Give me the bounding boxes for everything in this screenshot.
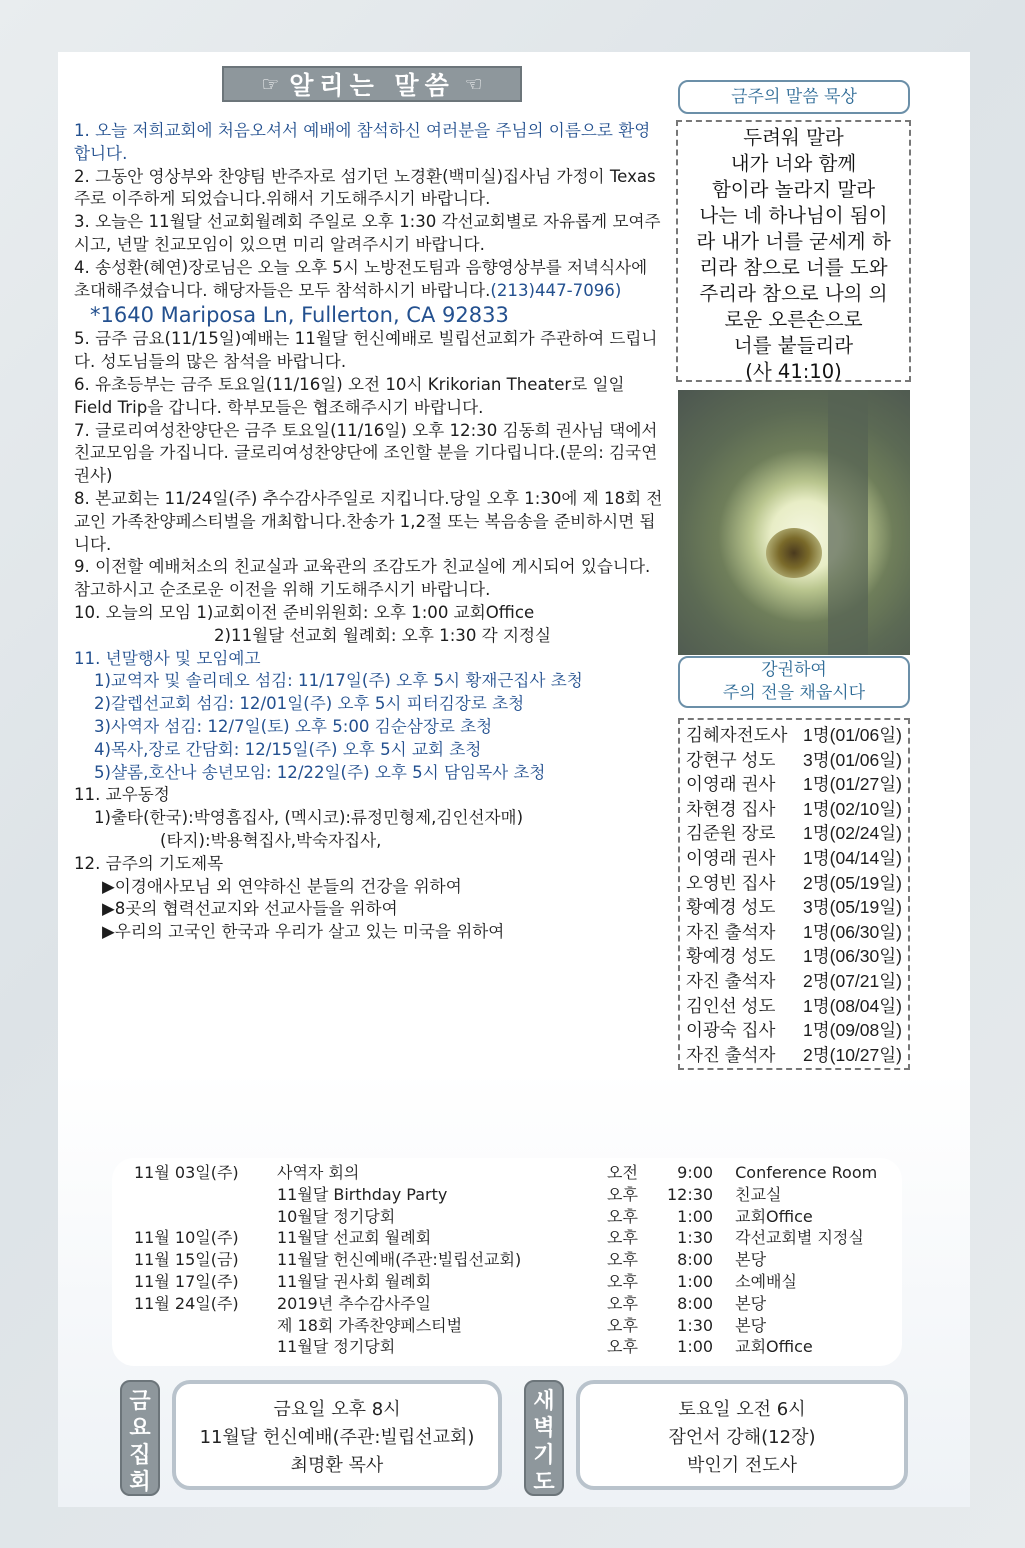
schedule-event: 제 18회 가족찬양페스티벌 [277, 1315, 463, 1335]
schedule-time: 1:30 [677, 1315, 714, 1335]
event-notice-item: 1)교역자 및 솔리데오 섬김: 11/17일(주) 오후 5시 황재근집사 초청 [94, 671, 583, 691]
schedule-event: 11월달 정기당회 [277, 1337, 396, 1357]
pointing-hand-left-icon: ☜ [464, 72, 483, 96]
friday-service-label [120, 1380, 160, 1496]
list-item [686, 723, 908, 748]
table-row [134, 1293, 877, 1315]
schedule-date: 11월 24일(주) [134, 1293, 239, 1313]
verse-line: 함이라 놀라지 말라 [711, 178, 876, 201]
label-char: 금 [129, 1389, 151, 1414]
announcement-8: 8. 본교회는 11/24일(주) 추수감사주일로 지킵니다.당일 오후 1:30에 제 18회 전교인 가족찬양페스티벌을 개최합니다.찬송가 1,2절 또는 복음송을 준비하시면 됩니다. [74, 488, 663, 554]
evangelist-name: 강현구 성도 [686, 749, 776, 770]
list-item [686, 772, 908, 797]
verse-line: 리라 참으로 너를 도와 [699, 256, 888, 279]
table-row [134, 1206, 877, 1228]
member-news-line2: (타지):박용혁집사,박숙자집사, [160, 830, 382, 850]
announcement-2: 2. 그동안 영상부와 찬양팀 반주자로 섬기던 노경환(백미실)집사님 가정이 Texas주로 이주하게 되었습니다.위해서 기도해주시기 바랍니다. [74, 166, 656, 209]
evangelism-list [678, 718, 910, 1070]
table-row [134, 1336, 877, 1358]
schedule-ampm: 오후 [607, 1337, 638, 1357]
list-item [686, 871, 908, 896]
list-item [686, 821, 908, 846]
schedule-event: 11월달 선교회 월례회 [277, 1228, 432, 1248]
event-notice-item: 4)목사,장로 간담회: 12/15일(주) 오후 5시 교회 초청 [94, 739, 482, 759]
schedule-time: 8:00 [677, 1250, 714, 1270]
schedule-place: 본당 [735, 1250, 767, 1270]
label-char: 새 [533, 1389, 555, 1414]
visitor-count: 1명(01/06일) [803, 725, 902, 745]
evangelist-name: 자진 출석자 [686, 921, 776, 942]
schedule-time: 12:30 [667, 1184, 714, 1204]
label-char: 요 [129, 1416, 151, 1441]
visitor-count: 1명(01/27일) [803, 774, 902, 795]
dawn-speaker: 박인기 전도사 [686, 1455, 798, 1476]
schedule-date [134, 1315, 277, 1337]
schedule-event: 11월달 헌신예배(주관:빌립선교회) [277, 1250, 522, 1270]
evangelist-name: 김준원 장로 [686, 823, 776, 844]
event-notice-item: 3)사역자 섬김: 12/7일(토) 오후 5:00 김순삼장로 초청 [94, 716, 493, 736]
announcement-6: 6. 유초등부는 금주 토요일(11/16일) 오전 10시 Krikorian Theater로 일일 Field Trip을 갑니다. 학부모들은 협조해주시기 바랍니다. [74, 374, 625, 417]
visitor-count: 1명(02/10일) [803, 798, 902, 819]
verse-line: 나는 네 하나님이 됨이 [699, 204, 888, 227]
schedule-ampm: 오전 [607, 1163, 638, 1182]
evangelist-name: 황예경 성도 [686, 897, 776, 918]
schedule-date: 11월 03일(주) [134, 1163, 239, 1182]
verse-line: 내가 너와 함께 [730, 152, 857, 175]
member-news-line1: 1)출타(한국):박영흠집사, (멕시코):류정민형제,김인선자매) [94, 808, 524, 828]
schedule-date [134, 1206, 277, 1228]
verse-line: 두려워 말라 [743, 126, 844, 149]
evangelist-name: 자진 출석자 [686, 970, 776, 991]
list-item [686, 1018, 908, 1043]
visitor-count: 1명(06/30일) [803, 921, 902, 942]
list-item [686, 895, 908, 920]
label-char: 회 [129, 1470, 151, 1495]
evangelist-name: 이광숙 집사 [686, 1020, 776, 1041]
visitor-count: 3명(05/19일) [803, 897, 902, 918]
table-row [134, 1249, 877, 1271]
announcement-11-title: 11. 년말행사 및 모임예고 [74, 648, 261, 668]
schedule-ampm: 오후 [607, 1228, 638, 1248]
verse-line: 너를 붙들리라 [733, 334, 854, 357]
list-item [686, 748, 908, 773]
schedule-place: 교회Office [735, 1206, 813, 1226]
friday-service-box [172, 1380, 502, 1490]
schedule-place: 본당 [735, 1315, 767, 1335]
announcement-5: 5. 금주 금요(11/15일)예배는 11월달 헌신예배로 빌립선교회가 주관하여 드립니다. 성도님들의 많은 참석을 바랍니다. [74, 329, 658, 372]
schedule-time: 1:00 [677, 1271, 714, 1291]
schedule-event: 11월달 Birthday Party [277, 1184, 448, 1204]
flower-center [766, 528, 822, 578]
evangelism-title-line2: 주의 전을 채웁시다 [722, 683, 866, 703]
announcement-4-text: 4. 송성환(혜연)장로님은 오늘 오후 5시 노방전도팀과 음향영상부를 저녁식사에 초대해주셨습니다. 해당자들은 모두 참석하시기 바랍니다. [74, 257, 648, 300]
schedule-ampm: 오후 [607, 1206, 638, 1226]
schedule-place: Conference Room [735, 1163, 878, 1182]
visitor-count: 3명(01/06일) [803, 749, 902, 770]
schedule-ampm: 오후 [607, 1184, 638, 1204]
list-item [686, 944, 908, 969]
verse-line: 로운 오른손으로 [724, 308, 863, 331]
prayer-title: 12. 금주의 기도제목 [74, 853, 224, 873]
monthly-schedule [112, 1158, 902, 1366]
announcement-10-line1: 10. 오늘의 모임 1)교회이전 준비위원회: 오후 1:00 교회Office [74, 602, 535, 622]
visitor-count: 1명(08/04일) [803, 995, 902, 1016]
event-notice-item: 2)갈렙선교회 섬김: 12/01일(주) 오후 5시 피터김장로 초청 [94, 694, 525, 714]
schedule-time: 8:00 [677, 1293, 714, 1313]
prayer-item: ▶이경애사모님 외 연약하신 분들의 건강을 위하여 [102, 876, 462, 896]
evangelist-name: 이영래 권사 [686, 774, 776, 795]
label-char: 집 [129, 1443, 151, 1468]
visitor-count: 2명(07/21일) [803, 970, 902, 991]
announcement-1: 1. 오늘 저희교회에 처음오셔서 예배에 참석하신 여러분을 주님의 이름으로 환영합니다. [74, 121, 651, 163]
event-notice-item: 5)샬롬,호산나 송년모임: 12/22일(주) 오후 5시 담임목사 초청 [94, 762, 546, 782]
dawn-time: 토요일 오전 6시 [678, 1399, 806, 1420]
friday-speaker: 최명환 목사 [290, 1455, 384, 1476]
visitor-count: 2명(10/27일) [803, 1044, 902, 1065]
list-item [686, 920, 908, 945]
evangelist-name: 차현경 집사 [686, 798, 776, 819]
friday-title: 11월달 헌신예배(주관:빌립선교회) [199, 1427, 475, 1448]
evangelism-title-box [678, 656, 910, 708]
announcements-body [74, 120, 666, 944]
schedule-time: 1:30 [677, 1228, 714, 1248]
pointing-hand-right-icon: ☞ [261, 72, 280, 96]
announcement-7: 7. 글로리여성찬양단은 금주 토요일(11/16일) 오후 12:30 김동희 권사님 댁에서 친교모임을 가집니다. 글로리여성찬양단에 조인할 분을 기다립니다.(문의: 김국연 권사) [74, 420, 658, 486]
evangelist-name: 이영래 권사 [686, 847, 776, 868]
schedule-time: 9:00 [677, 1163, 714, 1182]
list-item [686, 797, 908, 822]
dawn-title: 잠언서 강해(12장) [668, 1427, 816, 1448]
friday-time: 금요일 오후 8시 [273, 1399, 401, 1420]
table-row [134, 1162, 877, 1184]
schedule-table [134, 1162, 877, 1358]
label-char: 도 [533, 1470, 555, 1495]
schedule-date [134, 1336, 277, 1358]
evangelist-name: 황예경 성도 [686, 946, 776, 967]
dawn-prayer-box [576, 1380, 908, 1490]
evangelist-name: 김인선 성도 [686, 995, 776, 1016]
schedule-event: 11월달 권사회 월례회 [277, 1271, 432, 1291]
schedule-date: 11월 10일(주) [134, 1228, 239, 1248]
member-news-title: 11. 교우동정 [74, 785, 170, 805]
announcements-title: 알리는 말씀 [289, 71, 455, 100]
schedule-time: 1:00 [677, 1337, 714, 1357]
schedule-date [134, 1184, 277, 1206]
schedule-place: 친교실 [735, 1184, 782, 1204]
schedule-ampm: 오후 [607, 1293, 638, 1313]
prayer-item: ▶우리의 고국인 한국과 우리가 살고 있는 미국을 위하여 [102, 922, 505, 942]
schedule-place: 소예배실 [735, 1271, 797, 1291]
announcement-9: 9. 이전할 예배처소의 친교실과 교육관의 조감도가 친교실에 게시되어 있습니다. 참고하시고 순조로운 이전을 위해 기도해주시기 바랍니다. [74, 557, 651, 600]
prayer-item: ▶8곳의 협력선교지와 선교사들을 위하여 [102, 899, 398, 919]
announcement-3: 3. 오늘은 11월달 선교회월례회 주일로 오후 1:30 각선교회별로 자유롭게 모여주시고, 년말 친교모임이 있으면 미리 알려주시기 바랍니다. [74, 212, 661, 254]
schedule-date: 11월 15일(금) [134, 1250, 239, 1270]
table-row [134, 1271, 877, 1293]
verse-line: 라 내가 너를 굳세게 하 [696, 230, 891, 253]
schedule-place: 각선교회별 지정실 [735, 1228, 864, 1248]
table-row [134, 1315, 877, 1337]
label-char: 벽 [533, 1416, 555, 1441]
announcement-4-address: *1640 Mariposa Ln, Fullerton, CA 92833 [90, 303, 509, 328]
announcement-10-line2: 2)11월달 선교회 월례회: 오후 1:30 각 지정실 [214, 625, 552, 645]
announcements-header [222, 66, 522, 102]
visitor-count: 1명(06/30일) [803, 946, 902, 967]
cactus-stem [828, 390, 868, 655]
visitor-count: 1명(04/14일) [803, 847, 902, 868]
evangelist-name: 김혜자전도사 [686, 725, 788, 745]
table-row [134, 1227, 877, 1249]
schedule-ampm: 오후 [607, 1250, 638, 1270]
label-char: 기 [533, 1443, 555, 1468]
schedule-place: 본당 [735, 1293, 767, 1313]
cactus-flower-photo [678, 390, 910, 655]
schedule-ampm: 오후 [607, 1271, 638, 1291]
list-item [686, 994, 908, 1019]
evangelist-name: 오영빈 집사 [686, 872, 776, 893]
table-row [134, 1184, 877, 1206]
announcement-4 [74, 257, 666, 303]
announcement-4-phone: (213)447-7096) [490, 280, 622, 300]
evangelist-name: 자진 출석자 [686, 1044, 776, 1065]
schedule-place: 교회Office [735, 1337, 813, 1357]
list-item [686, 969, 908, 994]
schedule-ampm: 오후 [607, 1315, 638, 1335]
meditation-verse [676, 120, 911, 382]
dawn-prayer-label [524, 1380, 564, 1496]
visitor-count: 2명(05/19일) [803, 872, 902, 893]
verse-line: 주리라 참으로 나의 의 [699, 282, 888, 305]
visitor-count: 1명(09/08일) [803, 1020, 902, 1041]
schedule-event: 10월달 정기당회 [277, 1206, 396, 1226]
schedule-event: 사역자 회의 [277, 1163, 360, 1182]
evangelism-title-line1: 강권하여 [761, 660, 827, 680]
schedule-event: 2019년 추수감사주일 [277, 1293, 431, 1313]
schedule-date: 11월 17일(주) [134, 1271, 239, 1291]
meditation-title: 금주의 말씀 묵상 [731, 87, 857, 107]
visitor-count: 1명(02/24일) [803, 823, 902, 844]
verse-reference: (사 41:10) [745, 360, 842, 383]
schedule-time: 1:00 [677, 1206, 714, 1226]
meditation-title-box [678, 80, 910, 114]
list-item [686, 1043, 908, 1068]
list-item [686, 846, 908, 871]
